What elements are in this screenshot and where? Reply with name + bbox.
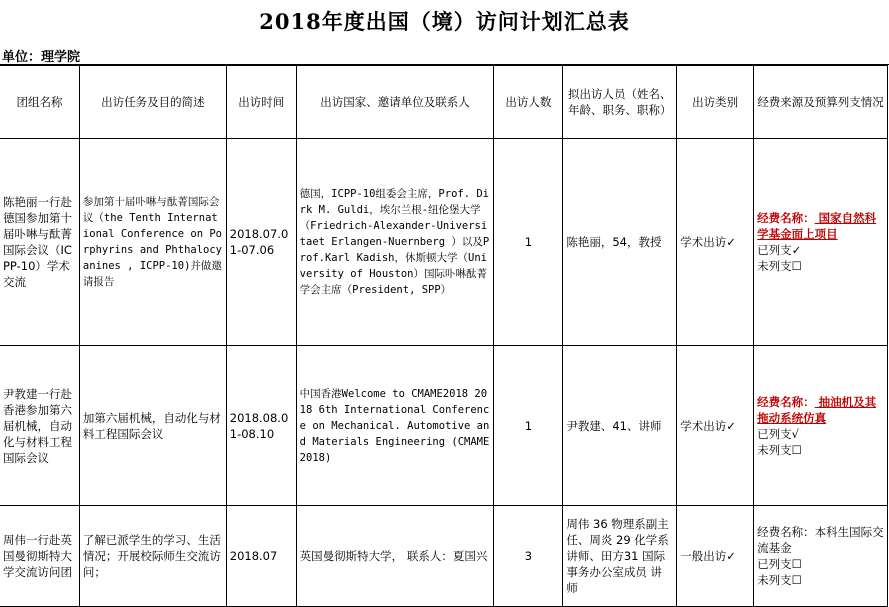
listed-checkbox[interactable]: 已列支✓ [757, 243, 802, 257]
cell-category: 学术出访✓ [677, 139, 754, 346]
cell-funding [754, 506, 888, 607]
plan-table [0, 65, 888, 607]
unlisted-checkbox[interactable]: 未列支☐ [757, 573, 802, 587]
cell-group: 周伟一行赴英国曼彻斯特大学交流访问团 [0, 506, 79, 607]
cell-count: 1 [494, 346, 563, 506]
cell-purpose: 加第六届机械，自动化与材料工程国际会议 [79, 346, 226, 506]
funding-name: 国家自然科学基金面上项目 [757, 211, 877, 241]
listed-checkbox[interactable]: 已列支√ [757, 426, 799, 441]
cell-group: 陈艳丽一行赴德国参加第十届卟啉与酞菁国际会议（ICPP-10）学术交流 [0, 139, 79, 346]
col-header-count: 出访人数 [494, 66, 563, 139]
table-header-row [0, 66, 888, 139]
cell-funding [754, 139, 888, 346]
cell-category: 学术出访✓ [677, 346, 754, 506]
cell-time: 2018.07.01-07.06 [226, 139, 296, 346]
cell-count: 3 [494, 506, 563, 607]
unlisted-checkbox[interactable]: 未列支☐ [757, 442, 802, 457]
table-row [0, 506, 888, 607]
col-header-funding: 经费来源及预算列支情况 [754, 66, 888, 139]
cell-persons: 周伟 36 物理系副主任、周炎 29 化学系讲师、田方31 国际事务办公室成员 讲师 [563, 506, 677, 607]
cell-funding [754, 346, 888, 506]
col-header-time: 出访时间 [226, 66, 296, 139]
cell-group: 尹教建一行赴香港参加第六届机械，自动化与材料工程国际会议 [0, 346, 79, 506]
col-header-country: 出访国家、邀请单位及联系人 [296, 66, 494, 139]
cell-persons: 尹教建、41、讲师 [563, 346, 677, 506]
cell-country: 英国曼彻斯特大学， 联系人：夏国兴 [296, 506, 494, 607]
cell-category: 一般出访✓ [677, 506, 754, 607]
table-row [0, 346, 888, 506]
unlisted-checkbox[interactable]: 未列支☐ [757, 259, 802, 273]
unit-label: 单位：理学院 [2, 50, 81, 65]
cell-country: 德国，ICPP-10组委会主席，Prof. Dirk M. Guldi，埃尔兰根-纽伦堡大学（Friedrich-Alexander-Universitaet Erlangen-Nuernberg ）以及Prof.Karl Kadish，休斯顿大学（University of Houston）国际卟啉酞菁学会主席（President, SPP） [296, 139, 494, 346]
col-header-category: 出访类别 [677, 66, 754, 139]
page-title: 2018年度出国（境）访问计划汇总表 [259, 9, 630, 34]
funding-label: 经费名称：本科生国际交流基金 [757, 525, 884, 555]
col-header-group: 团组名称 [0, 66, 79, 139]
cell-time: 2018.08.01-08.10 [226, 346, 296, 506]
funding-name: 抽油机及其拖动系统仿真 [757, 394, 877, 425]
table-row [0, 139, 888, 346]
col-header-persons: 拟出访人员（姓名、年龄、职务、职称） [563, 66, 677, 139]
col-header-purpose: 出访任务及目的简述 [79, 66, 226, 139]
cell-count: 1 [494, 139, 563, 346]
funding-label: 经费名称： [757, 211, 815, 225]
cell-time: 2018.07 [226, 506, 296, 607]
funding-label: 经费名称： [757, 394, 815, 409]
cell-country: 中国香港Welcome to CMAME2018 2018 6th International Conference on Mechanical. Automotive and Materials Engineering (CMAME 2018) [296, 346, 494, 506]
cell-purpose: 参加第十届卟啉与酞菁国际会议（the Tenth International Conference on Porphyrins and Phthalocyanines , ICPP-10)并做邀请报告 [79, 139, 226, 346]
cell-purpose: 了解已派学生的学习、生活情况；开展校际师生交流访问； [79, 506, 226, 607]
cell-persons: 陈艳丽，54，教授 [563, 139, 677, 346]
listed-checkbox[interactable]: 已列支☐ [757, 557, 802, 571]
